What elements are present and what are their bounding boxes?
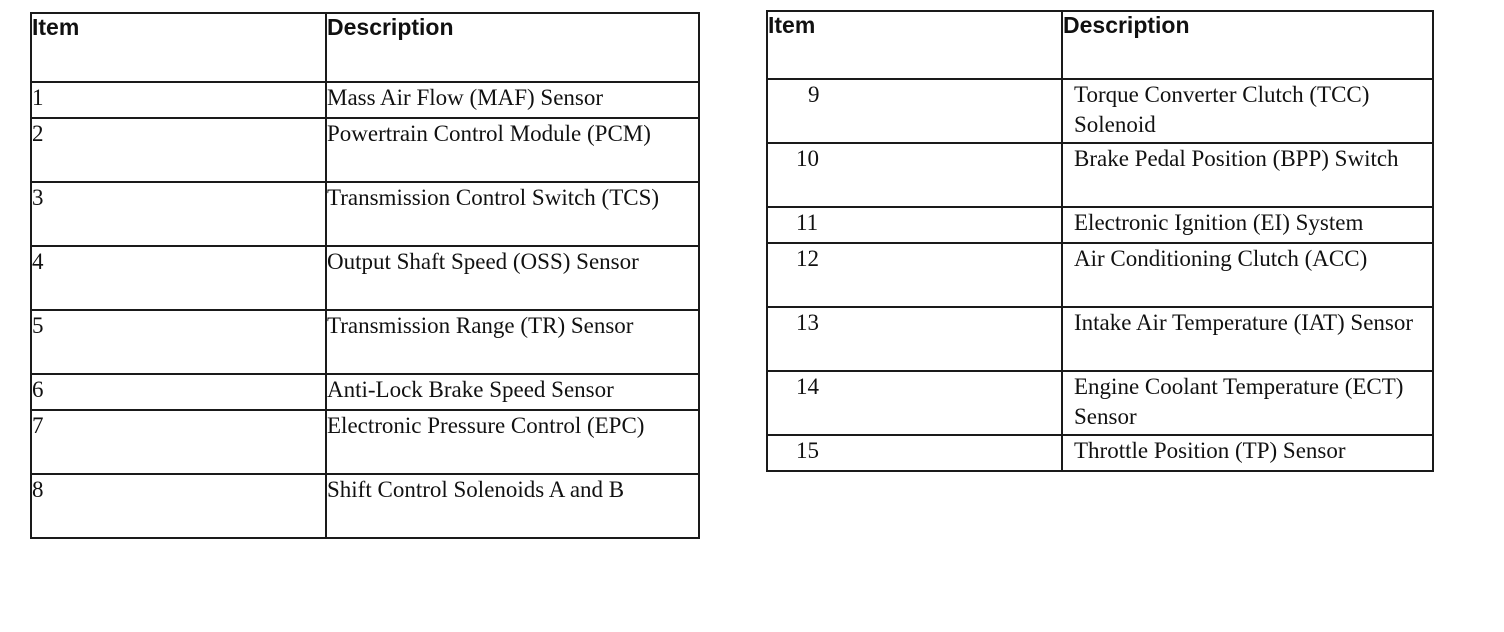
table-row xyxy=(31,310,699,374)
item-number: 15 xyxy=(767,435,1062,471)
table-row xyxy=(767,79,1433,143)
item-number: 8 xyxy=(31,474,326,538)
item-number: 2 xyxy=(31,118,326,182)
header-row xyxy=(767,11,1433,79)
component-legend-table-right xyxy=(766,10,1434,472)
item-number: 5 xyxy=(31,310,326,374)
description-column-header: Description xyxy=(1062,11,1433,79)
table-row xyxy=(767,207,1433,243)
item-description: Output Shaft Speed (OSS) Sensor xyxy=(326,246,699,310)
item-description: Electronic Ignition (EI) System xyxy=(1062,207,1433,243)
item-number: 12 xyxy=(767,243,1062,307)
item-description: Brake Pedal Position (BPP) Switch xyxy=(1062,143,1433,207)
item-number: 14 xyxy=(767,371,1062,435)
item-number: 6 xyxy=(31,374,326,410)
table-row xyxy=(767,243,1433,307)
table-row xyxy=(31,182,699,246)
item-description: Air Conditioning Clutch (ACC) xyxy=(1062,243,1433,307)
item-description: Powertrain Control Module (PCM) xyxy=(326,118,699,182)
item-description: Engine Coolant Temperature (ECT) Sensor xyxy=(1062,371,1433,435)
table-row xyxy=(31,82,699,118)
item-description: Mass Air Flow (MAF) Sensor xyxy=(326,82,699,118)
item-description: Throttle Position (TP) Sensor xyxy=(1062,435,1433,471)
table-row xyxy=(31,374,699,410)
table-row xyxy=(767,371,1433,435)
item-description: Electronic Pressure Control (EPC) xyxy=(326,410,699,474)
item-description: Torque Converter Clutch (TCC) Solenoid xyxy=(1062,79,1433,143)
table-row xyxy=(767,143,1433,207)
table-row xyxy=(31,474,699,538)
table-row xyxy=(767,307,1433,371)
item-description: Transmission Range (TR) Sensor xyxy=(326,310,699,374)
description-column-header: Description xyxy=(326,13,699,82)
component-legend-table-left xyxy=(30,12,700,539)
item-number: 10 xyxy=(767,143,1062,207)
item-description: Shift Control Solenoids A and B xyxy=(326,474,699,538)
item-description: Intake Air Temperature (IAT) Sensor xyxy=(1062,307,1433,371)
item-number: 3 xyxy=(31,182,326,246)
item-column-header: Item xyxy=(767,11,1062,79)
item-number: 1 xyxy=(31,82,326,118)
table-row xyxy=(767,435,1433,471)
item-description: Transmission Control Switch (TCS) xyxy=(326,182,699,246)
item-column-header: Item xyxy=(31,13,326,82)
item-description: Anti-Lock Brake Speed Sensor xyxy=(326,374,699,410)
table-row xyxy=(31,118,699,182)
item-number: 7 xyxy=(31,410,326,474)
item-number: 4 xyxy=(31,246,326,310)
item-number: 13 xyxy=(767,307,1062,371)
item-number: 9 xyxy=(767,79,1062,143)
table-row xyxy=(31,246,699,310)
item-number: 11 xyxy=(767,207,1062,243)
table-row xyxy=(31,410,699,474)
header-row xyxy=(31,13,699,82)
